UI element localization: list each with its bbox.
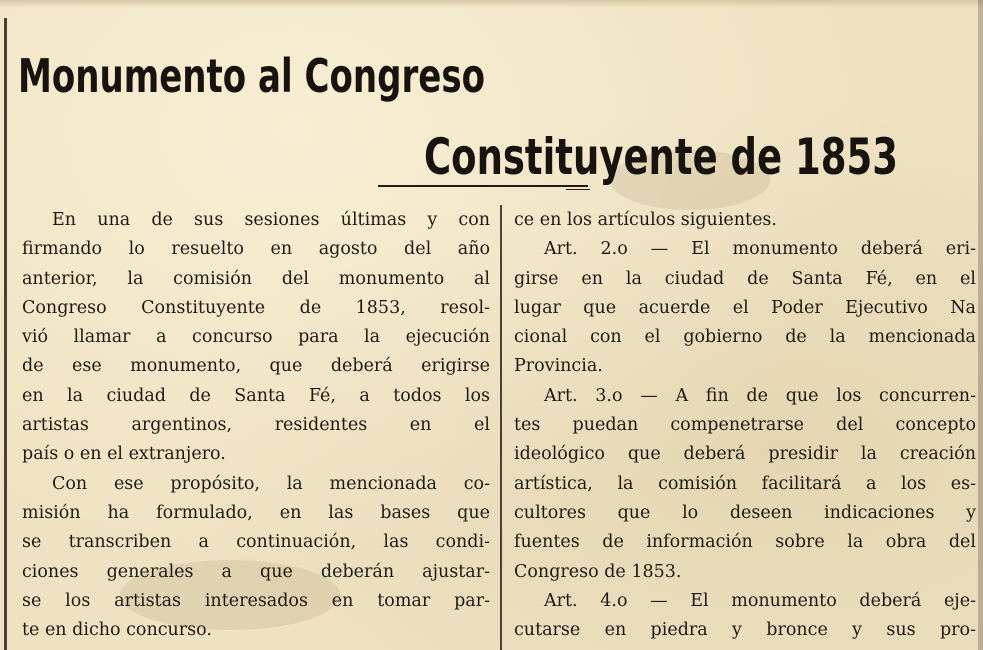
- text-line: de ese monumento, que deberá erigirse: [22, 356, 490, 377]
- text-line: vió llamar a concurso para la ejecución: [22, 327, 490, 348]
- text-line: Con ese propósito, la mencionada co-: [52, 473, 490, 494]
- headline-rule: [378, 185, 588, 187]
- text-line: Art. 3.o — A fin de que los concurren-: [544, 385, 976, 406]
- headline-line-2: Constituyente de 1853: [424, 127, 898, 186]
- text-line: fuentes de información sobre la obra del: [514, 532, 976, 553]
- text-line: cional con el gobierno de la mencionada: [514, 327, 976, 348]
- text-line: Provincia.: [514, 356, 603, 377]
- text-line: tes puedan compenetrarse del concepto: [514, 415, 976, 436]
- text-line: Congreso Constituyente de 1853, resol-: [22, 297, 490, 318]
- text-line: ciones generales a que deberán ajustar-: [22, 561, 490, 582]
- text-line: se los artistas interesados en tomar par-: [22, 590, 490, 611]
- headline-rule-tail: [566, 189, 590, 190]
- text-line: Congreso de 1853.: [514, 561, 682, 582]
- text-line: cultores que lo deseen indicaciones y: [514, 502, 976, 523]
- text-line: ce en los artículos siguientes.: [514, 210, 777, 230]
- text-line: girse en la ciudad de Santa Fé, en el: [514, 268, 976, 289]
- article-left-column: [22, 206, 490, 645]
- text-line: Art. 4.o — El monumento deberá eje-: [544, 590, 976, 611]
- article-right-column: [514, 206, 976, 645]
- text-line: ideológico que deberá presidir la creación: [514, 444, 976, 465]
- headline-line-1: Monumento al Congreso: [18, 48, 486, 103]
- text-line: anterior, la comisión del monumento al: [22, 268, 490, 289]
- text-line: te en dicho concurso.: [22, 620, 212, 641]
- text-line: país o en el extranjero.: [22, 444, 226, 465]
- page-top-edge: [0, 0, 983, 8]
- text-line: artística, la comisión facilitará a los es-: [514, 473, 976, 494]
- text-line: firmando lo resuelto en agosto del año: [22, 239, 490, 260]
- page-right-edge: [978, 0, 983, 650]
- text-line: En una de sus sesiones últimas y con: [52, 210, 490, 230]
- text-line: se transcriben a continuación, las condi-: [22, 532, 490, 553]
- text-line: en la ciudad de Santa Fé, a todos los: [22, 385, 490, 406]
- text-line: lugar que acuerde el Poder Ejecutivo Na: [514, 297, 976, 318]
- left-column-border: [4, 18, 7, 650]
- text-line: misión ha formulado, en las bases que: [22, 502, 490, 523]
- text-line: cutarse en piedra y bronce y sus pro-: [514, 620, 976, 641]
- text-line: artistas argentinos, residentes en el: [22, 415, 490, 436]
- text-line: Art. 2.o — El monumento deberá eri-: [544, 239, 976, 260]
- column-divider: [500, 205, 502, 650]
